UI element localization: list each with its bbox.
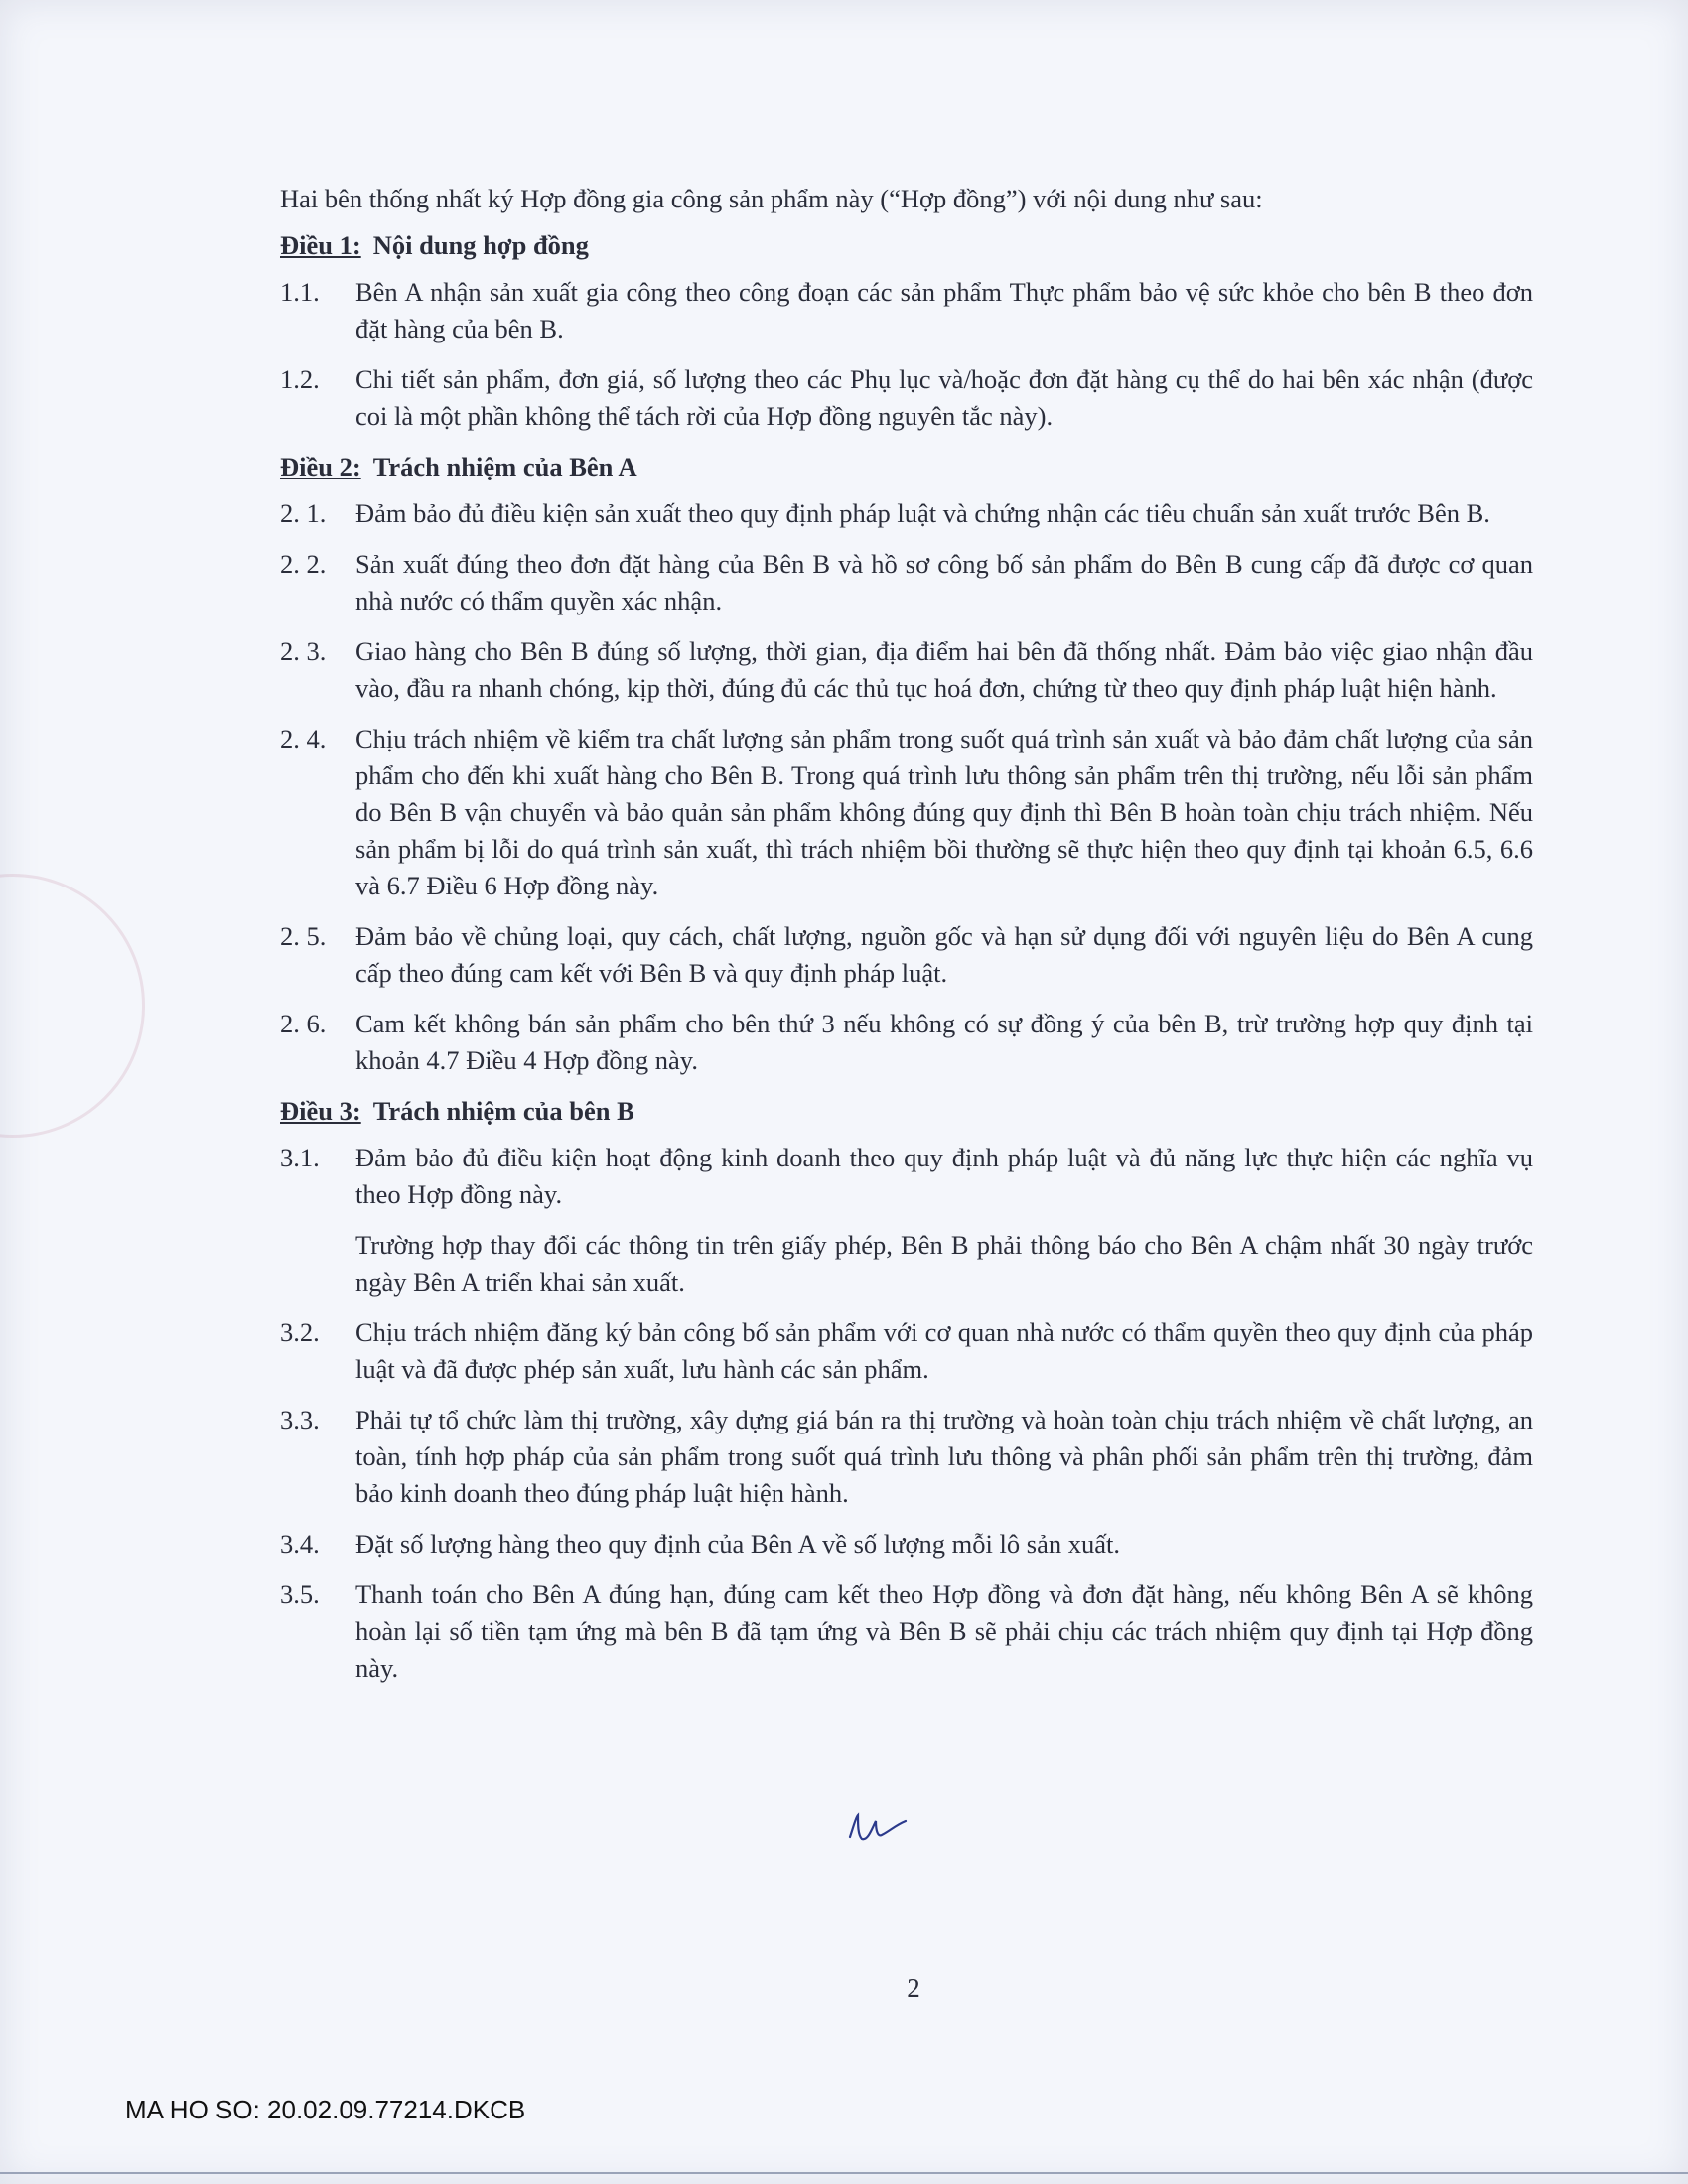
clause-paragraph: Đảm bảo đủ điều kiện hoạt động kinh doanh theo quy định pháp luật và đủ năng lực thực hiện các nghĩa vụ theo Hợp đồng này. [355, 1143, 1533, 1209]
article-number: Điều 1: [280, 230, 361, 260]
clause-text [355, 721, 1533, 904]
clause [280, 546, 1533, 619]
clause-paragraph: Sản xuất đúng theo đơn đặt hàng của Bên B và hồ sơ công bố sản phẩm do Bên B cung cấp đã được cơ quan nhà nước có thẩm quyền xác nhận. [355, 549, 1533, 615]
clause-number: 2. 3. [280, 636, 327, 666]
clause-text [355, 918, 1533, 992]
clause [280, 274, 1533, 347]
clause-number: 1.1. [280, 277, 320, 307]
clause-number: 3.1. [280, 1143, 320, 1172]
bottom-border [0, 2172, 1688, 2174]
clause-number: 1.2. [280, 364, 320, 394]
article-heading [280, 1093, 1533, 1130]
article-heading [280, 449, 1533, 485]
clause [280, 361, 1533, 435]
articles-container [280, 227, 1533, 1687]
clause-text [355, 1402, 1533, 1512]
document-body [280, 181, 1533, 1701]
clause-paragraph: Trường hợp thay đổi các thông tin trên giấy phép, Bên B phải thông báo cho Bên A chậm nhất 30 ngày trước ngày Bên A triển khai sản xuất. [355, 1230, 1533, 1297]
clause-text [355, 495, 1533, 532]
clause-text [355, 1576, 1533, 1687]
clause [280, 1576, 1533, 1687]
intro-text: Hai bên thống nhất ký Hợp đồng gia công sản phẩm này (“Hợp đồng”) với nội dung như sau: [280, 184, 1263, 213]
clause [280, 1140, 1533, 1300]
clause-paragraph: Chi tiết sản phẩm, đơn giá, số lượng theo các Phụ lục và/hoặc đơn đặt hàng cụ thể do hai bên xác nhận (được coi là một phần không thể tách rời của Hợp đồng nguyên tắc này). [355, 364, 1533, 431]
clause [280, 1314, 1533, 1388]
clause-text [355, 1140, 1533, 1300]
clause-paragraph: Bên A nhận sản xuất gia công theo công đoạn các sản phẩm Thực phẩm bảo vệ sức khỏe cho bên B theo đơn đặt hàng của bên B. [355, 277, 1533, 343]
handwritten-initials [846, 1807, 910, 1846]
clause-text [355, 546, 1533, 619]
clause-number: 2. 4. [280, 724, 327, 753]
clause-paragraph: Đảm bảo đủ điều kiện sản xuất theo quy định pháp luật và chứng nhận các tiêu chuẩn sản xuất trước Bên B. [355, 498, 1490, 528]
article-number: Điều 2: [280, 452, 361, 481]
clause-paragraph: Đảm bảo về chủng loại, quy cách, chất lượng, nguồn gốc và hạn sử dụng đối với nguyên liệu do Bên A cung cấp theo đúng cam kết với Bên B và quy định pháp luật. [355, 921, 1533, 988]
record-code: MA HO SO: 20.02.09.77214.DKCB [125, 2095, 526, 2124]
article-title: Nội dung hợp đồng [372, 230, 589, 260]
clause-number: 3.5. [280, 1579, 320, 1609]
clause [280, 918, 1533, 992]
clause-text [355, 633, 1533, 707]
clause-number: 3.4. [280, 1529, 320, 1559]
article-title: Trách nhiệm của Bên A [372, 452, 637, 481]
clause-paragraph: Chịu trách nhiệm về kiểm tra chất lượng sản phẩm trong suốt quá trình sản xuất và bảo đảm chất lượng của sản phẩm cho đến khi xuất hàng cho Bên B. Trong quá trình lưu thông sản phẩm trên thị trường, nếu lỗi sản phẩm do Bên B vận chuyển và bảo quản sản phẩm không đúng quy định thì Bên B hoàn toàn chịu trách nhiệm. Nếu sản phẩm bị lỗi do quá trình sản xuất, thì trách nhiệm bồi thường sẽ thực hiện theo quy định tại khoản 6.5, 6.6 và 6.7 Điều 6 Hợp đồng này. [355, 724, 1533, 900]
clause-number: 2. 1. [280, 498, 327, 528]
clause-number: 2. 5. [280, 921, 327, 951]
clause-text [355, 361, 1533, 435]
clause-paragraph: Thanh toán cho Bên A đúng hạn, đúng cam kết theo Hợp đồng và đơn đặt hàng, nếu không Bên A sẽ không hoàn lại số tiền tạm ứng mà bên B đã tạm ứng và Bên B sẽ phải chịu các trách nhiệm quy định tại Hợp đồng này. [355, 1579, 1533, 1683]
clause-paragraph: Chịu trách nhiệm đăng ký bản công bố sản phẩm với cơ quan nhà nước có thẩm quyền theo quy định của pháp luật và đã được phép sản xuất, lưu hành các sản phẩm. [355, 1317, 1533, 1384]
clause [280, 1402, 1533, 1512]
article-title: Trách nhiệm của bên B [372, 1096, 634, 1126]
clause-paragraph: Cam kết không bán sản phẩm cho bên thứ 3 nếu không có sự đồng ý của bên B, trừ trường hợp quy định tại khoản 4.7 Điều 4 Hợp đồng này. [355, 1009, 1533, 1075]
article-number: Điều 3: [280, 1096, 361, 1126]
clause [280, 495, 1533, 532]
clause-paragraph: Giao hàng cho Bên B đúng số lượng, thời gian, địa điểm hai bên đã thống nhất. Đảm bảo việc giao nhận đầu vào, đầu ra nhanh chóng, kịp thời, đúng đủ các thủ tục hoá đơn, chứng từ theo quy định pháp luật hiện hành. [355, 636, 1533, 703]
clause-number: 3.3. [280, 1405, 320, 1434]
clause [280, 1006, 1533, 1079]
clause [280, 633, 1533, 707]
page-number: 2 [907, 1974, 920, 2003]
clause-text [355, 1526, 1533, 1563]
clause-paragraph: Đặt số lượng hàng theo quy định của Bên A về số lượng mỗi lô sản xuất. [355, 1529, 1120, 1559]
clause [280, 721, 1533, 904]
article-heading [280, 227, 1533, 264]
clause-text [355, 1314, 1533, 1388]
clause-paragraph: Phải tự tổ chức làm thị trường, xây dựng giá bán ra thị trường và hoàn toàn chịu trách nhiệm về chất lượng, an toàn, tính hợp pháp của sản phẩm trong suốt quá trình lưu thông và phân phối sản phẩm trên thị trường, đảm bảo kinh doanh theo đúng pháp luật hiện hành. [355, 1405, 1533, 1508]
clause-number: 2. 2. [280, 549, 327, 579]
clause-text [355, 274, 1533, 347]
clause-number: 2. 6. [280, 1009, 327, 1038]
clause [280, 1526, 1533, 1563]
clause-number: 3.2. [280, 1317, 320, 1347]
clause-text [355, 1006, 1533, 1079]
